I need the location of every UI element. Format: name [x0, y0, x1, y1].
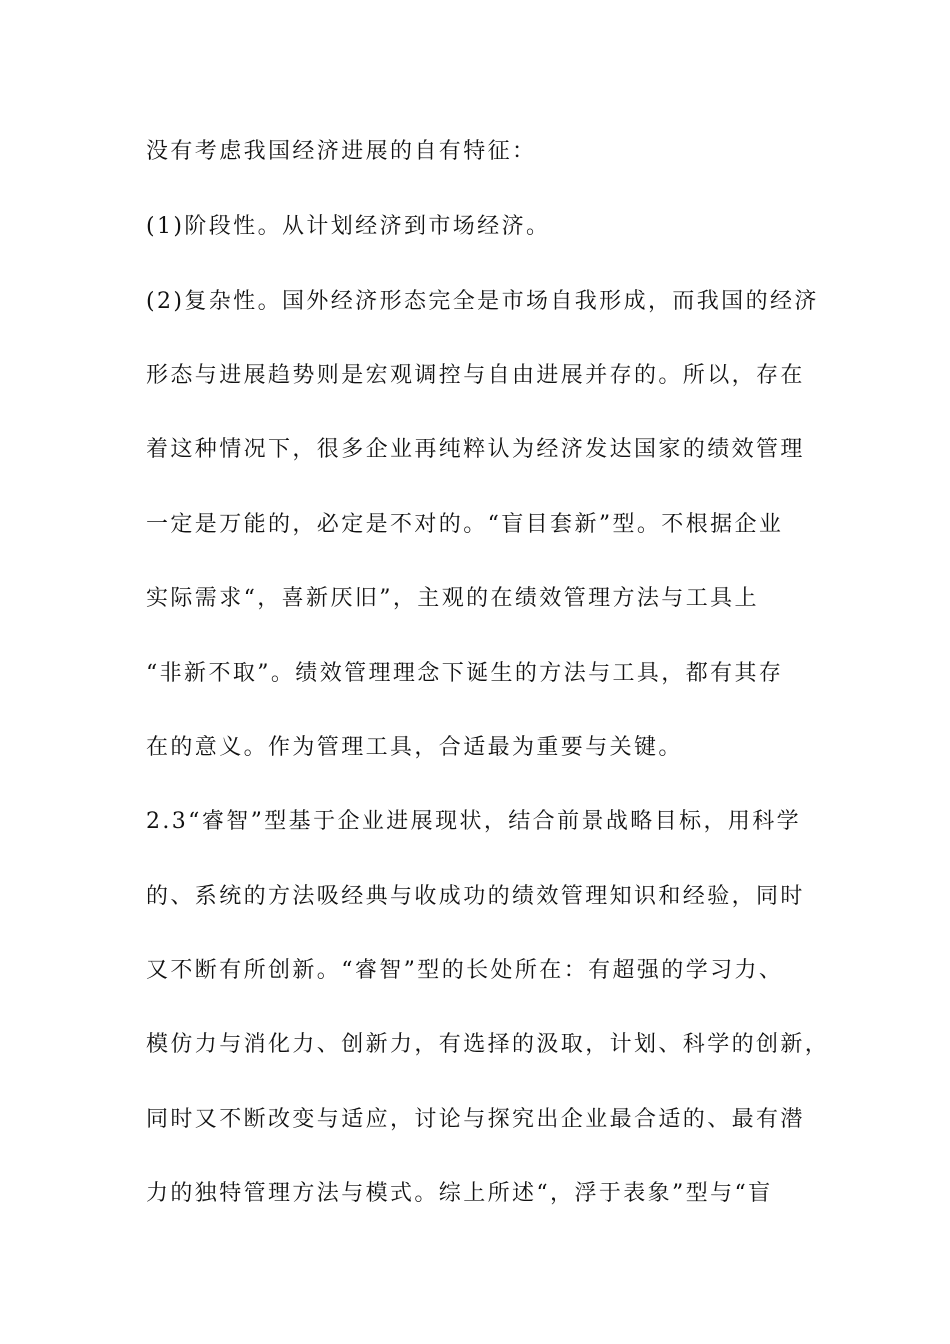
text-line: 2.3“睿智”型基于企业进展现状，结合前景战略目标，用科学 — [146, 809, 802, 834]
text-line: (2)复杂性。国外经济形态完全是市场自我形成，而我国的经济 — [146, 289, 819, 314]
text-line: 力的独特管理方法与模式。综上所述“，浮于表象”型与“盲 — [146, 1181, 773, 1206]
text-line: “非新不取”。绩效管理理念下诞生的方法与工具，都有其存 — [146, 661, 784, 686]
text-line: 着这种情况下，很多企业再纯粹认为经济发达国家的绩效管理 — [146, 437, 805, 462]
text-line: 没有考虑我国经济进展的自有特征： — [146, 139, 537, 164]
text-line: 在的意义。作为管理工具，合适最为重要与关键。 — [146, 735, 683, 760]
text-line: 同时又不断改变与适应，讨论与探究出企业最合适的、最有潜 — [146, 1107, 805, 1132]
text-line: 一定是万能的，必定是不对的。“盲目套新”型。不根据企业 — [146, 512, 784, 537]
text-line: 又不断有所创新。“睿智”型的长处所在：有超强的学习力、 — [146, 958, 784, 983]
text-line: 模仿力与消化力、创新力，有选择的汲取，计划、科学的创新， — [146, 1032, 830, 1057]
text-line: 的、系统的方法吸经典与收成功的绩效管理知识和经验，同时 — [146, 884, 805, 909]
text-line: 实际需求“，喜新厌旧”，主观的在绩效管理方法与工具上 — [146, 586, 759, 611]
text-line: 形态与进展趋势则是宏观调控与自由进展并存的。所以，存在 — [146, 363, 805, 388]
text-line: (1)阶段性。从计划经济到市场经济。 — [146, 214, 551, 239]
